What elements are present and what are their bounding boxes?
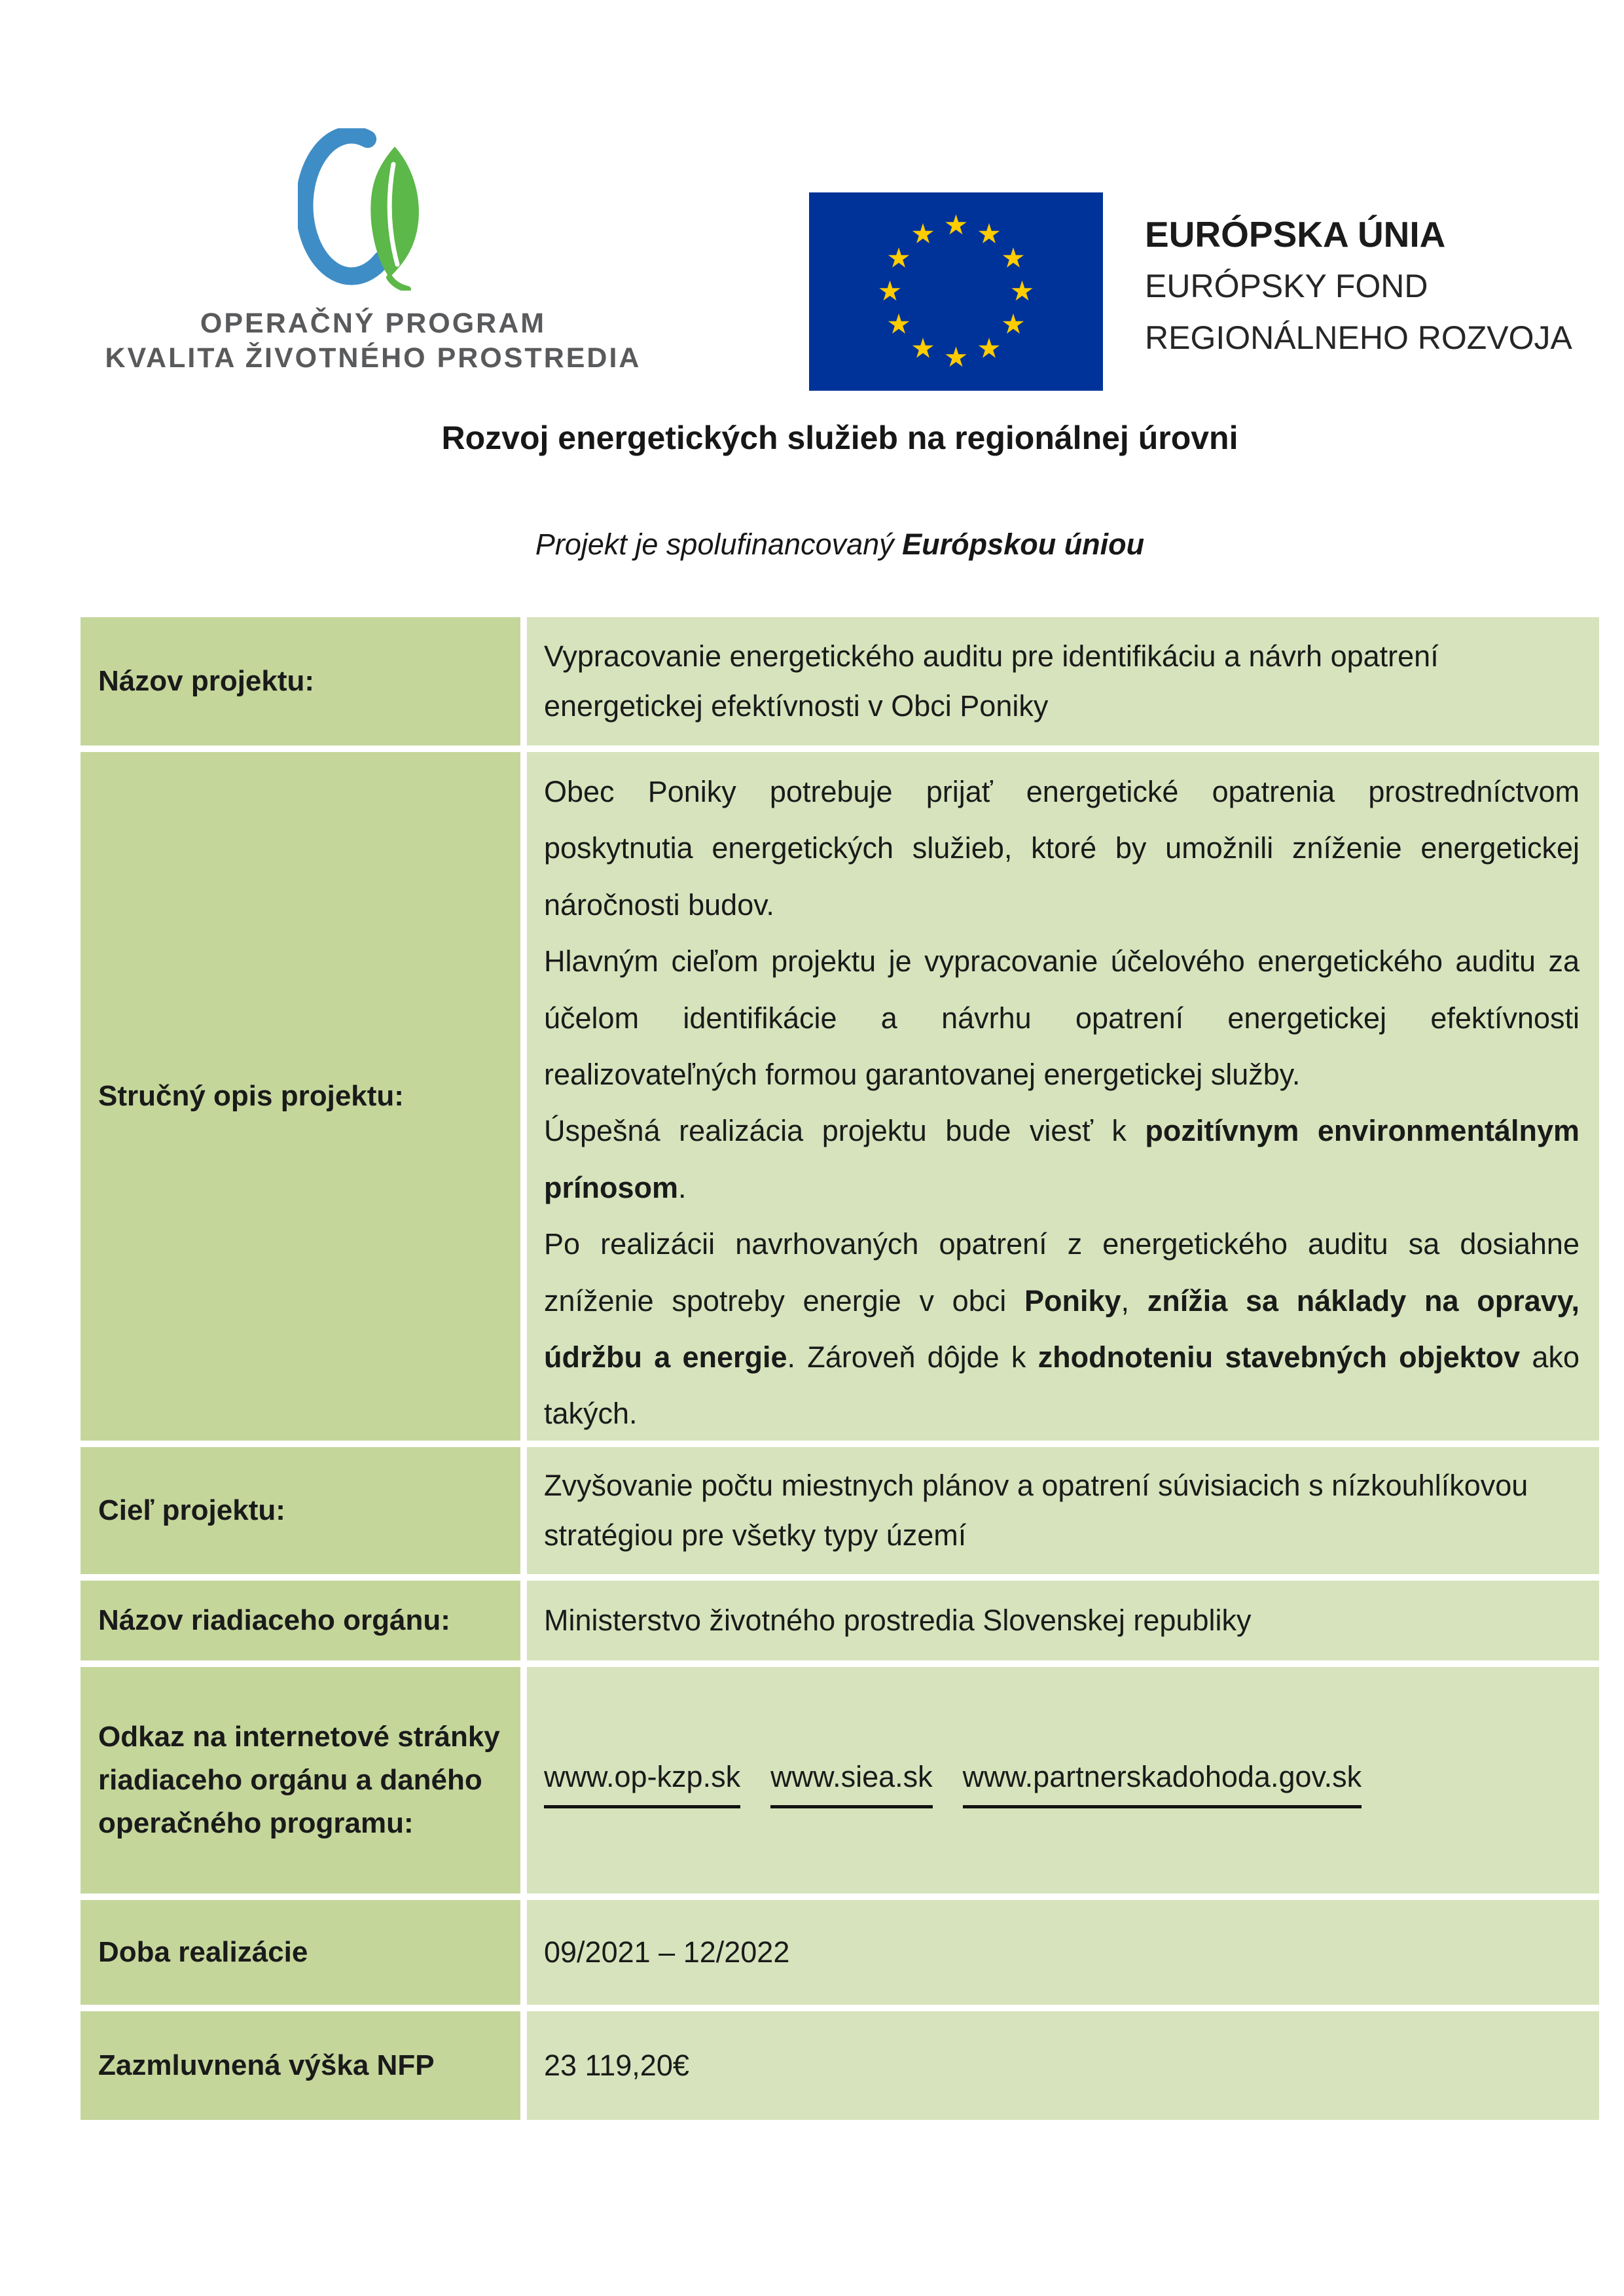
website-link-1[interactable]: www.op-kzp.sk [544, 1752, 740, 1809]
page-title: Rozvoj energetických služieb na regionálnej úrovni [441, 420, 1238, 456]
row-value-project-name [527, 617, 1599, 745]
description-bold-text: znížia sa náklady na opravy, údržbu a energie [544, 1283, 1579, 1374]
description-text: . Zároveň dôjde k [787, 1340, 1038, 1374]
row-label-managing-authority: Názov riadiaceho orgánu: [81, 1581, 520, 1660]
subtitle-regular-text: Projekt je spolufinancovaný [535, 528, 903, 561]
subtitle-bold-text: Európskou úniou [902, 528, 1145, 561]
op-kzp-logo-block [92, 128, 655, 376]
op-kzp-logo [298, 128, 448, 291]
table-row-realization-period [81, 1900, 1599, 2005]
row-label-project-goal: Cieľ projektu: [81, 1447, 520, 1574]
table-row-contracted-amount [81, 2011, 1599, 2120]
op-logo-text-line1: OPERAČNÝ PROGRAM [200, 308, 547, 339]
row-value-managing-authority [527, 1581, 1599, 1660]
description-cell [527, 752, 1599, 1441]
description-text: , [1121, 1283, 1147, 1318]
row-label-realization-period: Doba realizácie [81, 1900, 520, 2005]
description-paragraph [544, 764, 1579, 933]
eu-flag [809, 192, 1103, 391]
description-text: . [678, 1170, 687, 1204]
eu-text-line1: EURÓPSKA ÚNIA [1145, 214, 1446, 255]
eu-text-line2: EURÓPSKY FOND [1145, 268, 1428, 304]
row-value-website-links [527, 1667, 1599, 1893]
contracted-amount-text: 23 119,20€ [544, 2048, 689, 2082]
eu-text-line3: REGIONÁLNEHO ROZVOJA [1145, 319, 1572, 356]
op-logo-text-line2: KVALITA ŽIVOTNÉHO PROSTREDIA [105, 342, 641, 374]
table-row-managing-authority [81, 1581, 1599, 1660]
logo-leaf-stem [389, 278, 408, 289]
realization-period-text: 09/2021 – 12/2022 [544, 1935, 790, 1969]
managing-authority-text: Ministerstvo životného prostredia Slovenskej republiky [544, 1603, 1252, 1637]
website-link-3[interactable]: www.partnerskadohoda.gov.sk [963, 1752, 1362, 1809]
row-label-project-name: Názov projektu: [81, 617, 520, 745]
description-bold-text: Poniky [1024, 1283, 1121, 1318]
table-row-website-links [81, 1667, 1599, 1893]
row-value-contracted-amount [527, 2011, 1599, 2120]
page-subtitle [81, 528, 1599, 562]
row-label-website-links: Odkaz na internetové stránky riadiaceho orgánu a daného operačného programu: [81, 1667, 520, 1893]
row-label-contracted-amount: Zazmluvnená výška NFP [81, 2011, 520, 2120]
description-paragraph [544, 933, 1579, 1103]
table-row-project-name [81, 617, 1599, 745]
description-text: Po realizácii navrhovaných opatrení z energetického auditu sa dosiahne zníženie spotreby energie v obci [544, 1227, 1579, 1318]
description-bold-text: pozitívnym environmentálnym prínosom [544, 1114, 1579, 1204]
logo-ring-icon [304, 135, 382, 276]
project-goal-text: Zvyšovanie počtu miestnych plánov a opatrení súvisiacich s nízkouhlíkovou stratégiou pre všetky typy území [544, 1468, 1528, 1552]
eu-text-block [1145, 208, 1572, 364]
project-table [81, 617, 1599, 2126]
description-text: Obec Poniky potrebuje prijať energetické opatrenia prostredníctvom poskytnutia energetických služieb, ktoré by umožnili zníženie energetickej náročnosti budov. [544, 775, 1579, 922]
links-line [544, 1752, 1579, 1809]
description-text: Hlavným cieľom projektu je vypracovanie účelového energetického auditu za účelom identifikácie a návrhu opatrení energetickej efektívnosti realizovateľných formou garantovanej energetickej služby. [544, 944, 1579, 1091]
description-text: ako takých. [544, 1340, 1579, 1431]
project-name-text: Vypracovanie energetického auditu pre identifikáciu a návrh opatrení energetickej efektívnosti v Obci Poniky [544, 639, 1439, 723]
table-row-project-goal [81, 1447, 1599, 1574]
row-label-project-description: Stručný opis projektu: [81, 752, 520, 1441]
row-value-project-goal [527, 1447, 1599, 1574]
description-paragraph [544, 1216, 1579, 1443]
description-paragraph [544, 1103, 1579, 1216]
eu-flag-icon [809, 192, 1103, 391]
website-link-2[interactable]: www.siea.sk [770, 1752, 933, 1809]
row-value-realization-period [527, 1900, 1599, 2005]
table-row-project-description [81, 752, 1599, 1441]
description-bold-text: zhodnoteniu stavebných objektov [1038, 1340, 1521, 1374]
description-text: Úspešná realizácia projektu bude viesť k [544, 1114, 1146, 1148]
